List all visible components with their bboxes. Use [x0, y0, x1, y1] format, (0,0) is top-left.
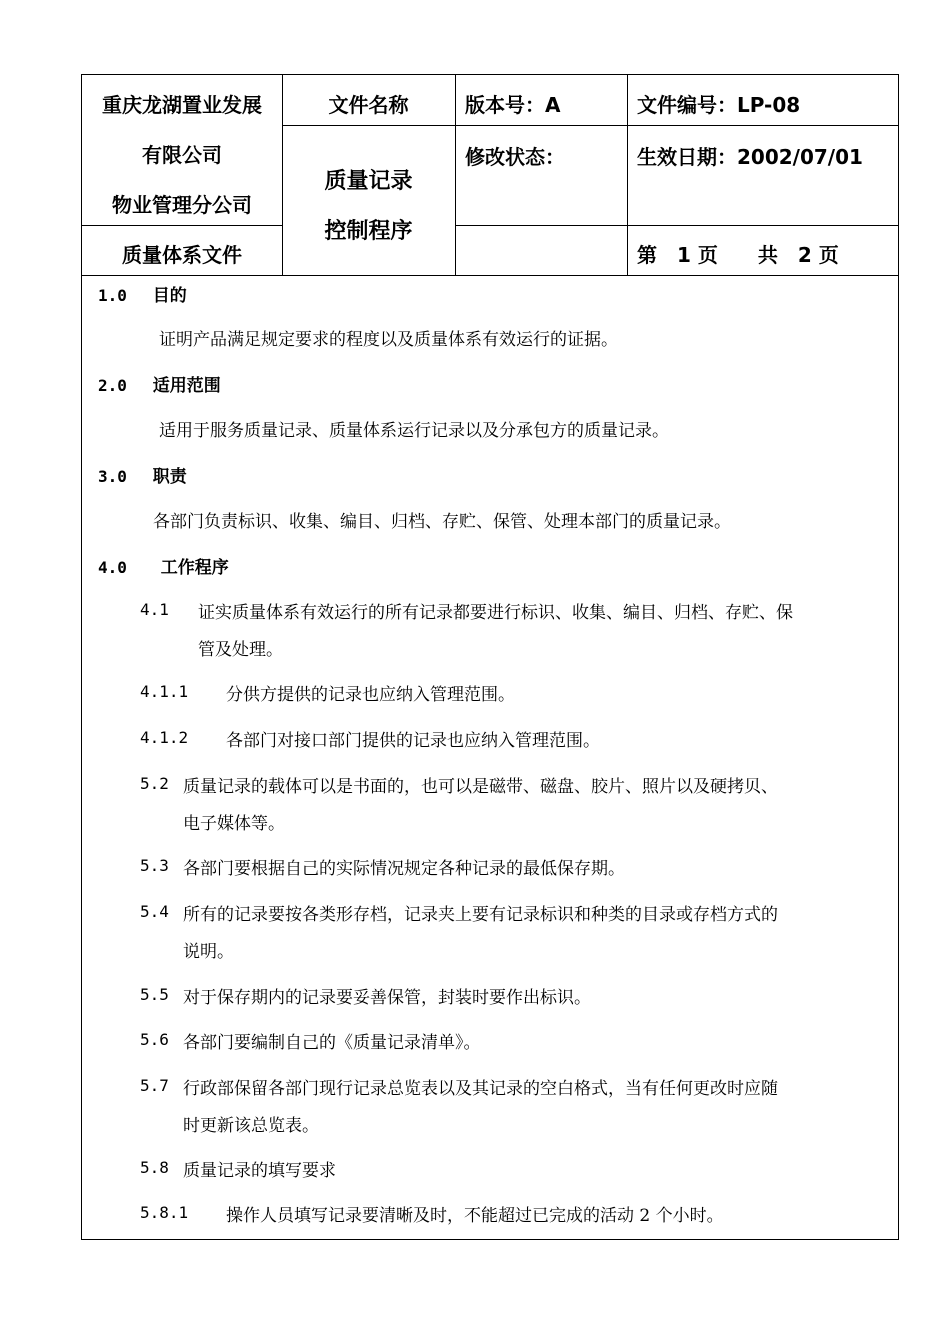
item-number: 4.1.1	[140, 682, 189, 701]
effective-date: 生效日期：2002/07/01	[637, 145, 863, 169]
item-4-1-2-text: 各部门对接口部门提供的记录也应纳入管理范围。	[226, 731, 600, 751]
item-5-6-text: 各部门要编制自己的《质量记录清单》。	[183, 1033, 481, 1053]
item-number: 5.6	[140, 1030, 169, 1049]
section-4-heading	[98, 553, 229, 578]
file-number: 文件编号：LP-08	[637, 93, 801, 117]
item-5-2-line2: 电子媒体等。	[183, 814, 285, 834]
item-4-1-1-text: 分供方提供的记录也应纳入管理范围。	[226, 685, 515, 705]
version-number: 版本号：A	[465, 93, 561, 117]
section-1-text: 证明产品满足规定要求的程度以及质量体系有效运行的证据。	[159, 330, 618, 350]
company-name-line1: 重庆龙湖置业发展	[102, 93, 262, 117]
item-5-3-text: 各部门要根据自己的实际情况规定各种记录的最低保存期。	[183, 859, 625, 879]
divider	[82, 225, 283, 226]
item-4-1-line2: 管及处理。	[198, 640, 283, 660]
page-indicator: 第 1 页 共 2 页	[637, 243, 839, 267]
divider	[282, 125, 898, 126]
section-title: 适用范围	[152, 376, 221, 396]
section-3-heading	[98, 462, 187, 487]
item-5-7-line2: 时更新该总览表。	[183, 1116, 319, 1136]
section-2-text: 适用于服务质量记录、质量体系运行记录以及分承包方的质量记录。	[159, 421, 669, 441]
item-number: 5.4	[140, 902, 169, 921]
item-number: 4.1.2	[140, 728, 189, 747]
section-number: 2.0	[98, 376, 127, 395]
item-number: 5.8.1	[140, 1203, 189, 1222]
document-frame	[81, 74, 899, 1240]
header-table	[82, 75, 898, 276]
section-1-heading	[98, 281, 187, 306]
divider	[627, 75, 628, 276]
item-number: 4.1	[140, 600, 169, 619]
item-4-1-line1: 证实质量体系有效运行的所有记录都要进行标识、收集、编目、归档、存贮、保	[198, 603, 793, 623]
divider	[455, 225, 898, 226]
item-number: 5.8	[140, 1158, 169, 1177]
item-5-4-line2: 说明。	[183, 942, 234, 962]
file-name-line2: 控制程序	[324, 219, 413, 244]
section-number: 3.0	[98, 467, 127, 486]
item-5-2-line1: 质量记录的载体可以是书面的，也可以是磁带、磁盘、胶片、照片以及硬拷贝、	[183, 777, 778, 797]
divider	[82, 275, 898, 276]
item-5-7-line1: 行政部保留各部门现行记录总览表以及其记录的空白格式，当有任何更改时应随	[183, 1079, 778, 1099]
company-name-line3: 物业管理分公司	[112, 193, 252, 217]
item-number: 5.2	[140, 774, 169, 793]
revision-status: 修改状态：	[465, 145, 565, 169]
item-number: 5.5	[140, 985, 169, 1004]
item-5-4-line1: 所有的记录要按各类形存档，记录夹上要有记录标识和种类的目录或存档方式的	[183, 905, 778, 925]
item-number: 5.3	[140, 856, 169, 875]
section-title: 职责	[152, 467, 187, 487]
section-number: 4.0	[98, 558, 127, 577]
item-5-8-1-text: 操作人员填写记录要清晰及时，不能超过已完成的活动 2 个小时。	[226, 1206, 724, 1226]
section-2-heading	[98, 371, 221, 396]
file-name-line1: 质量记录	[324, 169, 413, 194]
divider	[455, 75, 456, 276]
item-5-5-text: 对于保存期内的记录要妥善保管，封装时要作出标识。	[183, 988, 591, 1008]
section-3-text: 各部门负责标识、收集、编目、归档、存贮、保管、处理本部门的质量记录。	[153, 512, 731, 532]
company-name-line2: 有限公司	[142, 143, 222, 167]
section-number: 1.0	[98, 286, 127, 305]
section-title: 工作程序	[160, 558, 229, 578]
item-number: 5.7	[140, 1076, 169, 1095]
doc-type: 质量体系文件	[122, 243, 242, 267]
file-name-label: 文件名称	[328, 93, 409, 117]
item-5-8-text: 质量记录的填写要求	[183, 1161, 336, 1181]
section-title: 目的	[152, 286, 187, 306]
